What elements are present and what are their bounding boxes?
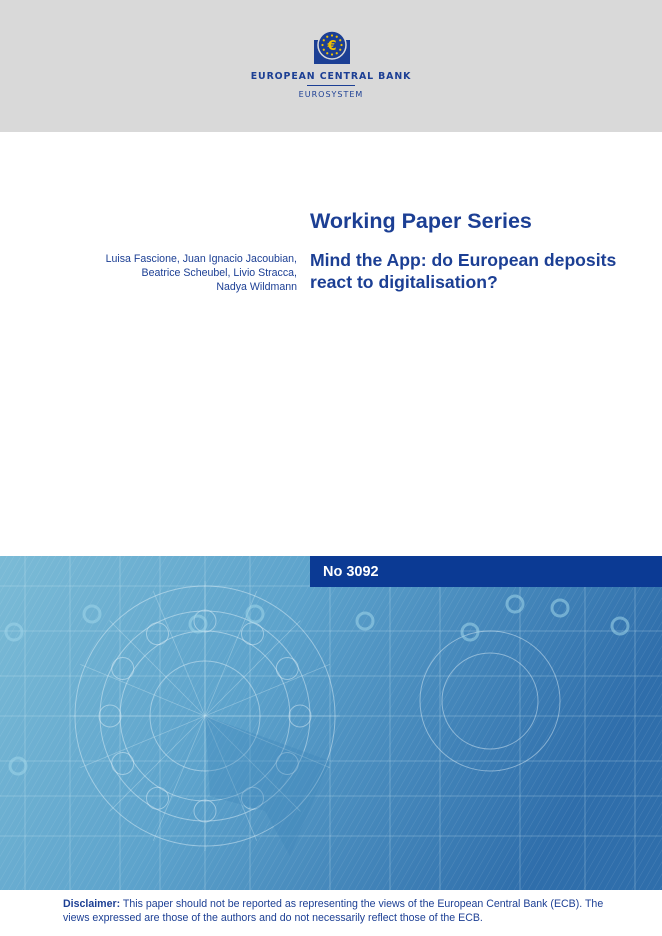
working-paper-number: No 3092	[323, 564, 379, 580]
disclaimer-text: This paper should not be reported as representing the views of the European Central Bank (ECB). The views expressed are those of the authors and do not necessarily reflect those of the ECB.	[63, 898, 604, 924]
eurosystem-label: EUROSYSTEM	[298, 90, 364, 99]
author-line: Luisa Fascione, Juan Ignacio Jacoubian,	[105, 253, 297, 265]
ecb-euro-stars-logo	[314, 30, 350, 64]
header-divider	[307, 85, 355, 86]
author-line: Beatrice Scheubel, Livio Stracca,	[141, 267, 297, 279]
paper-title-line: Mind the App: do European deposits	[310, 250, 617, 270]
disclaimer	[63, 897, 623, 925]
paper-title-line: react to digitalisation?	[310, 272, 498, 292]
institution-name: EUROPEAN CENTRAL BANK	[250, 71, 412, 82]
cover-header	[0, 0, 662, 132]
author-line: Nadya Wildmann	[216, 281, 297, 293]
euro-symbol: €	[327, 39, 337, 54]
paper-title	[310, 249, 630, 293]
series-title: Working Paper Series	[310, 209, 532, 233]
disclaimer-label: Disclaimer:	[63, 898, 121, 910]
cover-artwork	[0, 556, 662, 890]
working-paper-number-bar	[310, 556, 662, 587]
author-list	[60, 252, 297, 294]
